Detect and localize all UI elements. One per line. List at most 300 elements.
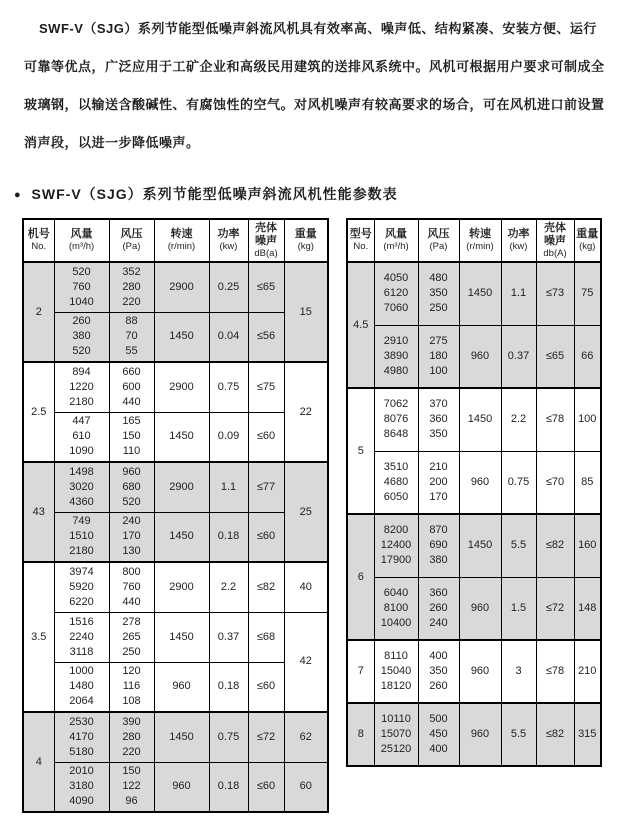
column-header-unit: No. [353, 241, 369, 252]
power-cell [501, 514, 536, 577]
pressure-cell-value: 450 [429, 728, 448, 740]
air-flow-cell-value: 2180 [69, 395, 94, 408]
noise-cell-value: ≤65 [256, 280, 276, 293]
speed-cell [459, 451, 501, 514]
pressure-cell-value: 370 [429, 398, 448, 411]
speed-cell-value: 2900 [169, 280, 194, 293]
speed-cell-value: 1450 [467, 539, 493, 552]
noise-cell-value: ≤73 [545, 287, 565, 300]
column-header-unit: (kg) [297, 241, 314, 252]
column-header [284, 219, 328, 262]
power-cell-value: 1.1 [510, 287, 527, 300]
speed-cell [459, 388, 501, 451]
air-flow-cell-value: 4090 [69, 795, 94, 808]
pressure-cell [418, 514, 459, 577]
table-row [23, 362, 328, 412]
air-flow-cell [374, 640, 418, 703]
weight-cell: 42 [284, 612, 328, 712]
column-header-title: 型号 [349, 228, 372, 240]
pressure-cell-value: 960 [122, 465, 141, 478]
noise-cell-value: ≤72 [545, 601, 565, 614]
pressure-cell-value: 360 [429, 413, 448, 426]
noise-cell [248, 362, 284, 412]
column-header [248, 219, 284, 262]
weight-cell: 75 [574, 262, 601, 325]
power-cell [209, 512, 248, 562]
power-cell [209, 312, 248, 362]
air-flow-cell-value: 447 [72, 415, 91, 428]
intro-line: 消声段，以进一步降低噪声。 [24, 135, 200, 150]
model-no-cell: 3.5 [23, 562, 54, 712]
power-cell-value: 0.37 [217, 630, 240, 643]
pressure-cell-value: 165 [122, 415, 141, 428]
pressure-cell-value: 170 [122, 530, 141, 543]
pressure-cell-value: 260 [429, 601, 448, 614]
pressure-cell [109, 562, 154, 612]
power-cell-value: 0.75 [217, 380, 240, 393]
air-flow-cell [374, 451, 418, 514]
column-header [536, 219, 574, 262]
pressure-cell-value: 350 [429, 665, 448, 677]
pressure-cell-value: 275 [429, 334, 448, 347]
column-header [574, 219, 601, 262]
table-row [23, 712, 328, 762]
column-header-unit: (r/min) [167, 241, 196, 252]
pressure-cell-value: 250 [429, 302, 448, 315]
column-header-title: 风量 [385, 228, 407, 240]
air-flow-cell-value: 380 [72, 330, 91, 343]
pressure-cell [418, 640, 459, 703]
power-cell [501, 325, 536, 388]
model-no-cell: 2.5 [23, 362, 54, 462]
pressure-cell [418, 325, 459, 388]
speed-cell-value: 960 [470, 728, 490, 740]
pressure-cell [109, 712, 154, 762]
table-row [23, 262, 328, 312]
pressure-cell-value: 96 [125, 795, 138, 808]
air-flow-cell-value: 749 [72, 515, 91, 528]
air-flow-cell-value: 520 [72, 345, 91, 358]
noise-cell [536, 451, 574, 514]
air-flow-cell-value: 3020 [69, 480, 94, 493]
column-header-title: 壳体 [544, 221, 566, 234]
column-header-unit: (kw) [509, 241, 528, 252]
table-row [23, 412, 328, 462]
air-flow-cell-value: 520 [72, 265, 91, 278]
pressure-cell-value: 760 [122, 580, 141, 593]
pressure-cell [109, 612, 154, 662]
speed-cell [154, 662, 209, 712]
column-header-unit: (Pa) [429, 241, 448, 252]
noise-cell-value: ≤68 [256, 630, 276, 643]
bullet-icon: ● [14, 189, 22, 201]
air-flow-cell-value: 1516 [69, 615, 94, 628]
air-flow-cell-value: 3180 [69, 780, 94, 793]
air-flow-cell-value: 6220 [69, 595, 94, 608]
table-row [347, 640, 601, 703]
air-flow-cell [54, 412, 109, 462]
noise-cell [248, 662, 284, 712]
power-cell-value: 1.5 [510, 601, 527, 614]
power-cell-value: 0.18 [217, 530, 240, 543]
power-cell [209, 762, 248, 812]
power-cell-value: 0.18 [217, 780, 240, 793]
pressure-cell-value: 520 [122, 495, 141, 508]
noise-cell-value: ≤82 [256, 580, 276, 593]
pressure-cell [109, 762, 154, 812]
speed-cell-value: 2900 [169, 480, 194, 493]
column-header-title: 重量 [576, 228, 599, 240]
right-table-body [347, 262, 601, 766]
air-flow-cell-value: 1220 [69, 380, 94, 393]
pressure-cell [418, 262, 459, 325]
pressure-cell [109, 412, 154, 462]
air-flow-cell [54, 662, 109, 712]
column-header [23, 219, 54, 262]
column-header-title: 噪声 [255, 234, 277, 247]
pressure-cell-value: 220 [122, 745, 141, 758]
speed-cell [154, 712, 209, 762]
speed-cell-value: 1450 [169, 330, 194, 343]
pressure-cell-value: 660 [122, 365, 141, 378]
air-flow-cell-value: 8200 [383, 524, 409, 537]
pressure-cell-value: 265 [122, 630, 141, 643]
noise-cell [248, 712, 284, 762]
noise-cell [248, 312, 284, 362]
section-title [14, 184, 398, 204]
weight-cell: 315 [574, 703, 601, 766]
model-no-cell: 5 [347, 388, 374, 514]
pressure-cell [418, 577, 459, 640]
speed-cell-value: 960 [172, 680, 191, 693]
pressure-cell-value: 278 [122, 615, 141, 628]
pressure-cell-value: 400 [429, 650, 448, 662]
pressure-cell-value: 240 [122, 515, 141, 528]
weight-cell: 15 [284, 262, 328, 362]
weight-cell: 60 [284, 762, 328, 812]
speed-cell-value: 1450 [169, 730, 194, 743]
left-table-body [23, 262, 328, 812]
column-header [459, 219, 501, 262]
pressure-cell-value: 130 [122, 545, 141, 558]
air-flow-cell-value: 3974 [69, 565, 94, 578]
air-flow-cell [54, 612, 109, 662]
pressure-cell [109, 312, 154, 362]
power-cell-value: 3 [515, 665, 522, 677]
noise-cell-value: ≤77 [256, 480, 276, 493]
table-row [23, 312, 328, 362]
power-cell [209, 462, 248, 512]
column-header-title: 风量 [70, 228, 93, 240]
speed-cell-value: 960 [470, 349, 490, 362]
pressure-cell-value: 170 [429, 490, 448, 503]
column-header-unit: (kw) [219, 241, 238, 252]
speed-cell [459, 640, 501, 703]
power-cell [501, 640, 536, 703]
air-flow-cell [54, 512, 109, 562]
air-flow-cell [374, 262, 418, 325]
pressure-cell-value: 390 [122, 715, 141, 728]
speed-cell [154, 512, 209, 562]
pressure-cell [109, 512, 154, 562]
air-flow-cell-value: 7060 [383, 302, 409, 315]
speed-cell-value: 960 [172, 780, 191, 793]
pressure-cell-value: 240 [429, 616, 448, 629]
table-row [347, 577, 601, 640]
air-flow-cell-value: 15070 [380, 728, 412, 740]
speed-cell [154, 762, 209, 812]
air-flow-cell-value: 6050 [383, 490, 409, 503]
weight-cell: 100 [574, 388, 601, 451]
pressure-cell-value: 690 [429, 539, 448, 552]
column-header-title: 功率 [217, 228, 240, 240]
table-row [347, 325, 601, 388]
air-flow-cell [374, 388, 418, 451]
air-flow-cell-value: 1040 [69, 295, 94, 308]
column-header-title: 风压 [427, 228, 450, 240]
pressure-cell-value: 210 [429, 460, 448, 473]
weight-cell: 66 [574, 325, 601, 388]
noise-cell-value: ≤72 [256, 730, 276, 743]
air-flow-cell-value: 8100 [383, 601, 409, 614]
speed-cell-value: 1450 [467, 287, 493, 300]
air-flow-cell-value: 7062 [383, 398, 409, 411]
pressure-cell-value: 250 [122, 645, 141, 658]
column-header-unit: dB(a) [254, 247, 278, 259]
intro-paragraph [24, 10, 610, 162]
column-header [109, 219, 154, 262]
column-header-title: 转速 [469, 228, 491, 240]
air-flow-cell-value: 260 [72, 315, 91, 328]
noise-cell [248, 462, 284, 512]
air-flow-cell-value: 3118 [69, 645, 94, 658]
air-flow-cell-value: 10400 [380, 616, 412, 629]
power-cell [209, 712, 248, 762]
table-row [347, 514, 601, 577]
air-flow-cell [374, 514, 418, 577]
air-flow-cell-value: 1000 [69, 665, 94, 678]
column-header-unit: (m³/h) [68, 241, 95, 252]
intro-line: SWF-V（SJG）系列节能型低噪声斜流风机具有效率高、噪声低、结构紧凑、安装方便、运行 [39, 21, 597, 36]
weight-cell: 22 [284, 362, 328, 462]
pressure-cell-value: 220 [122, 295, 141, 308]
air-flow-cell-value: 3510 [383, 460, 409, 473]
noise-cell-value: ≤75 [256, 380, 276, 393]
speed-cell [459, 325, 501, 388]
left-performance-table [22, 218, 329, 813]
power-cell [209, 362, 248, 412]
column-header-title: 壳体 [255, 221, 277, 234]
noise-cell [248, 412, 284, 462]
air-flow-cell-value: 1510 [69, 530, 94, 543]
air-flow-cell [54, 562, 109, 612]
pressure-cell-value: 380 [429, 554, 448, 567]
noise-cell-value: ≤70 [545, 475, 565, 488]
pressure-cell-value: 600 [122, 380, 141, 393]
air-flow-cell [54, 362, 109, 412]
weight-cell: 40 [284, 562, 328, 612]
noise-cell-value: ≤60 [256, 430, 276, 443]
pressure-cell-value: 150 [122, 765, 141, 778]
model-no-cell: 43 [23, 462, 54, 562]
noise-cell [248, 762, 284, 812]
power-cell-value: 5.5 [510, 728, 527, 740]
speed-cell [154, 312, 209, 362]
pressure-cell-value: 800 [122, 565, 141, 578]
power-cell [209, 412, 248, 462]
pressure-cell-value: 360 [429, 586, 448, 599]
pressure-cell-value: 440 [122, 395, 141, 408]
noise-cell [248, 562, 284, 612]
speed-cell [459, 514, 501, 577]
speed-cell [154, 262, 209, 312]
table-row [23, 512, 328, 562]
pressure-cell-value: 100 [429, 364, 448, 377]
pressure-cell [418, 451, 459, 514]
model-no-cell: 8 [347, 703, 374, 766]
power-cell-value: 0.04 [217, 330, 240, 343]
air-flow-cell-value: 2010 [69, 765, 94, 778]
pressure-cell-value: 870 [429, 524, 448, 537]
column-header-title: 噪声 [544, 234, 566, 247]
pressure-cell-value: 280 [122, 280, 141, 293]
noise-cell-value: ≤60 [256, 680, 276, 693]
pressure-cell-value: 120 [122, 665, 141, 678]
speed-cell [154, 562, 209, 612]
model-no-cell: 4 [23, 712, 54, 812]
air-flow-cell-value: 4680 [383, 475, 409, 488]
speed-cell [459, 262, 501, 325]
power-cell-value: 0.75 [217, 730, 240, 743]
header-row [347, 219, 601, 262]
power-cell-value: 0.75 [507, 475, 530, 488]
speed-cell-value: 960 [470, 475, 490, 488]
speed-cell-value: 1450 [467, 413, 493, 426]
model-no-cell: 6 [347, 514, 374, 640]
noise-cell [536, 640, 574, 703]
model-no-cell: 4.5 [347, 262, 374, 388]
noise-cell-value: ≤82 [545, 539, 565, 552]
air-flow-cell-value: 17900 [380, 554, 412, 567]
air-flow-cell [374, 577, 418, 640]
left-table-header [23, 219, 328, 262]
pressure-cell-value: 350 [429, 287, 448, 300]
column-header-title: 转速 [170, 228, 193, 240]
air-flow-cell-value: 10110 [381, 713, 411, 725]
model-no-cell: 2 [23, 262, 54, 362]
noise-cell-value: ≤56 [256, 330, 276, 343]
noise-cell [536, 325, 574, 388]
pressure-cell-value: 180 [429, 349, 448, 362]
header-row [23, 219, 328, 262]
air-flow-cell [54, 762, 109, 812]
noise-cell-value: ≤60 [256, 530, 276, 543]
pressure-cell-value: 500 [429, 713, 448, 725]
air-flow-cell-value: 894 [72, 365, 91, 378]
air-flow-cell [54, 712, 109, 762]
weight-cell: 148 [574, 577, 601, 640]
air-flow-cell-value: 12400 [380, 539, 412, 552]
air-flow-cell-value: 4980 [383, 364, 409, 377]
power-cell-value: 2.2 [220, 580, 237, 593]
pressure-cell-value: 150 [122, 430, 141, 443]
pressure-cell-value: 88 [125, 315, 138, 328]
column-header-unit: (Pa) [122, 241, 141, 252]
column-header-unit: (kg) [579, 241, 596, 252]
pressure-cell-value: 70 [125, 330, 138, 343]
speed-cell-value: 1450 [169, 430, 194, 443]
table-row [23, 462, 328, 512]
air-flow-cell-value: 5920 [69, 580, 94, 593]
weight-cell: 62 [284, 712, 328, 762]
noise-cell-value: ≤78 [545, 665, 565, 677]
noise-cell [536, 577, 574, 640]
table-row [347, 262, 601, 325]
speed-cell [154, 412, 209, 462]
air-flow-cell-value: 8076 [383, 413, 409, 426]
power-cell-value: 1.1 [220, 480, 237, 493]
power-cell [209, 612, 248, 662]
pressure-cell-value: 440 [122, 595, 141, 608]
air-flow-cell [54, 262, 109, 312]
pressure-cell-value: 280 [122, 730, 141, 743]
air-flow-cell-value: 1090 [69, 445, 94, 458]
table-row [23, 562, 328, 612]
power-cell-value: 0.18 [217, 680, 240, 693]
table-row [347, 703, 601, 766]
weight-cell: 210 [574, 640, 601, 703]
speed-cell [154, 462, 209, 512]
air-flow-cell-value: 4050 [383, 272, 409, 285]
pressure-cell [109, 662, 154, 712]
air-flow-cell-value: 5180 [69, 745, 94, 758]
table-row [347, 451, 601, 514]
power-cell [501, 577, 536, 640]
power-cell [501, 703, 536, 766]
pressure-cell-value: 352 [122, 265, 141, 278]
column-header [54, 219, 109, 262]
air-flow-cell-value: 25120 [380, 743, 412, 755]
power-cell-value: 0.09 [217, 430, 240, 443]
pressure-cell-value: 55 [125, 345, 138, 358]
noise-cell-value: ≤60 [256, 780, 276, 793]
power-cell-value: 5.5 [510, 539, 527, 552]
intro-line: 可靠等优点，广泛应用于工矿企业和高级民用建筑的送排风系统中。风机可根据用户要求可制成全 [24, 59, 605, 74]
air-flow-cell-value: 2064 [69, 695, 94, 708]
column-header [418, 219, 459, 262]
column-header-unit: (r/min) [466, 241, 494, 252]
column-header [154, 219, 209, 262]
column-header-title: 风压 [120, 228, 143, 240]
speed-cell [459, 577, 501, 640]
column-header-unit: No. [31, 241, 47, 252]
power-cell [501, 262, 536, 325]
column-header-unit: db(A) [543, 247, 567, 259]
air-flow-cell-value: 6120 [383, 287, 409, 300]
air-flow-cell-value: 8110 [384, 650, 408, 662]
air-flow-cell-value: 8648 [383, 428, 409, 441]
noise-cell-value: ≤82 [545, 728, 565, 740]
pressure-cell [418, 703, 459, 766]
air-flow-cell-value: 1480 [69, 680, 94, 693]
pressure-cell-value: 680 [122, 480, 141, 493]
noise-cell [536, 262, 574, 325]
table-row [23, 612, 328, 662]
pressure-cell-value: 122 [122, 780, 141, 793]
column-header-title: 功率 [507, 228, 530, 240]
weight-cell: 85 [574, 451, 601, 514]
pressure-cell [418, 388, 459, 451]
